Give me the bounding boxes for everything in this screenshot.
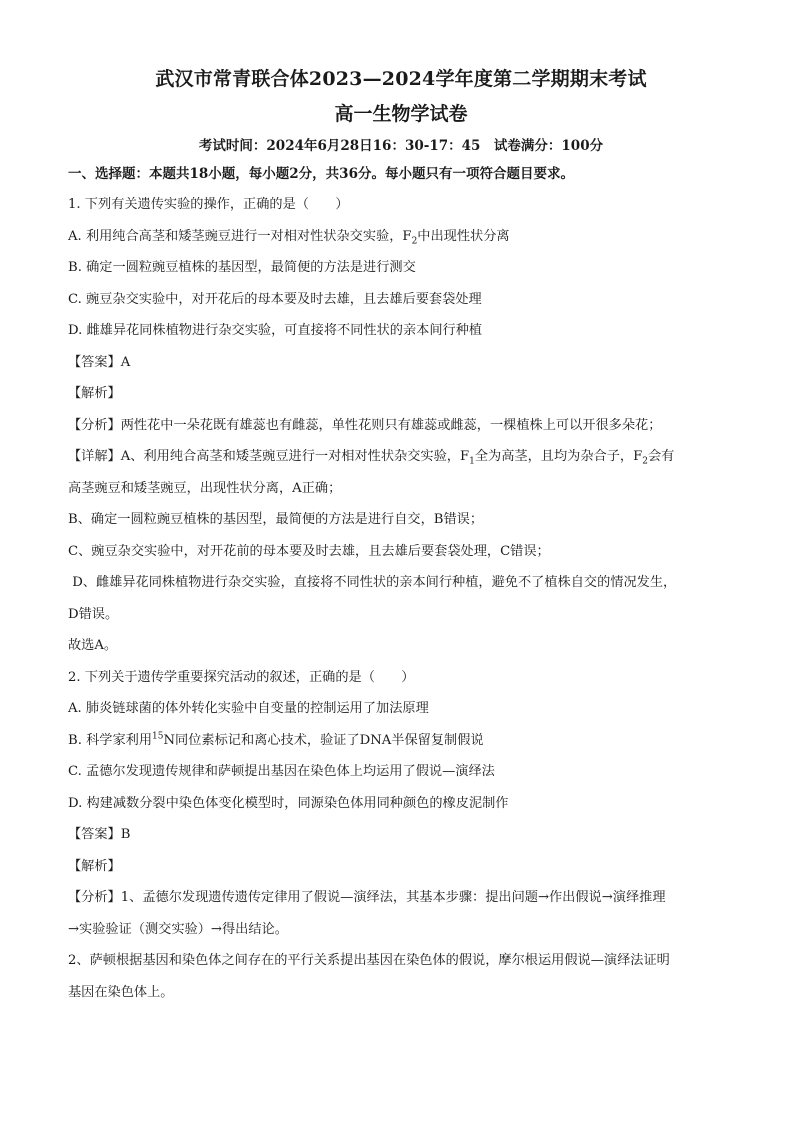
q2-fenxi-line1 — [68, 887, 734, 909]
q2-option-c: C. 孟德尔发现遗传规律和萨顿提出基因在染色体上均运用了假说—演绎法 — [68, 764, 495, 779]
q1-conclusion: 故选A。 — [68, 638, 118, 653]
q1-detail-d — [68, 572, 734, 626]
q2-option-b-text: B. 科学家利用 — [68, 732, 153, 748]
q2-stem: 2. 下列关于遗传学重要探究活动的叙述，正确的是（ ） — [68, 669, 415, 685]
q1-option-c: C. 豌豆杂交实验中，对开花后的母本要及时去雄，且去雄后要套袋处理 — [68, 291, 482, 307]
fenxi-tag: 【分析】 — [68, 890, 121, 905]
q2-option-b — [68, 730, 734, 752]
detail-a-sub1: 1 — [469, 456, 475, 467]
q2-fenxi — [68, 887, 734, 941]
q2-option-b-text-end: N同位素标记和离心技术，验证了DNA半保留复制假说 — [163, 732, 484, 748]
answer-value: B — [120, 827, 131, 842]
detail-a-sub2: 2 — [642, 456, 648, 467]
q2-point2 — [68, 950, 734, 1004]
q1-detail-a-line2: 高茎豌豆和矮茎豌豆，出现性状分离，A正确； — [68, 480, 342, 496]
q1-option-d: D. 雌雄异花同株植物进行杂交实验，可直接将不同性状的亲本间行种植 — [68, 323, 483, 338]
q1-detail-c: C、豌豆杂交实验中，对开花前的母本要及时去雄，且去雄后要套袋处理，C错误； — [68, 543, 550, 559]
exam-subtitle: 高一生物学试卷 — [334, 103, 468, 125]
q1-analysis-tag: 【解析】 — [68, 386, 121, 401]
exam-title: 武汉市常青联合体2023—2024学年度第二学期期末考试 — [155, 68, 647, 90]
section-heading: 一、选择题：本题共18小题，每小题2分，共36分。每小题只有一项符合题目要求。 — [68, 166, 574, 182]
q2-option-d: D. 构建减数分裂中染色体变化模型时，同源染色体用同种颜色的橡皮泥制作 — [68, 795, 509, 811]
answer-value: A — [120, 354, 131, 370]
q2-option-b-sup: 15 — [152, 731, 164, 742]
detail-a-part3: 会有 — [647, 449, 675, 464]
detail-a-part2: 全为高茎，且均为杂合子，F — [474, 449, 643, 464]
q1-detail-b: B、确定一圆粒豌豆植株的基因型，最简便的方法是进行自交，B错误； — [68, 512, 484, 527]
q2-option-a: A. 肺炎链球菌的体外转化实验中自变量的控制运用了加法原理 — [68, 701, 429, 716]
q1-detail-d-line1: D、雌雄异花同株植物进行杂交实验，直接将不同性状的亲本间行种植，避免不了植株自交的情况发生， — [68, 575, 677, 590]
detail-a-part1: A、利用纯合高茎和矮茎豌豆进行一对相对性状杂交实验，F — [120, 449, 470, 464]
fenxi-text: 1、孟德尔发现遗传遗传定律用了假说—演绎法，其基本步骤：提出问题→作出假说→演绎推理 — [120, 890, 666, 905]
q2-analysis-tag: 【解析】 — [68, 858, 121, 874]
xiangjie-tag: 【详解】 — [68, 449, 121, 464]
fenxi-text: 两性花中一朵花既有雄蕊也有雌蕊，单性花则只有雄蕊或雌蕊，一棵植株上可以开很多朵花； — [120, 417, 662, 433]
q2-fenxi-line2: →实验验证（测交实验）→得出结论。 — [68, 921, 288, 937]
q2-point2-line1: 2、萨顿根据基因和染色体之间存在的平行关系提出基因在染色体的假说，摩尔根运用假说—演绎法证明 — [68, 953, 670, 968]
q2-point2-line2: 基因在染色体上。 — [68, 984, 174, 1000]
q1-option-a — [68, 226, 734, 248]
q1-answer — [68, 352, 734, 374]
answer-tag: 【答案】 — [68, 354, 121, 370]
q2-answer — [68, 824, 734, 846]
q1-option-a-text-end: 中出现性状分离 — [417, 228, 510, 244]
exam-time-info: 考试时间：2024年6月28日16：30-17：45 试卷满分：100分 — [198, 138, 604, 154]
q1-detail-a-line1 — [68, 446, 734, 468]
q1-option-a-text: A. 利用纯合高茎和矮茎豌豆进行一对相对性状杂交实验，F — [68, 228, 412, 244]
q1-stem: 1. 下列有关遗传实验的操作，正确的是（ ） — [68, 197, 349, 212]
q1-detail-d-line2: D错误。 — [68, 606, 119, 622]
q1-fenxi — [68, 415, 734, 437]
q1-option-b: B. 确定一圆粒豌豆植株的基因型，最简便的方法是进行测交 — [68, 260, 416, 275]
fenxi-tag: 【分析】 — [68, 417, 121, 433]
q1-option-a-sub: 2 — [411, 236, 418, 247]
q1-detail-a — [68, 446, 734, 500]
answer-tag: 【答案】 — [68, 827, 121, 842]
